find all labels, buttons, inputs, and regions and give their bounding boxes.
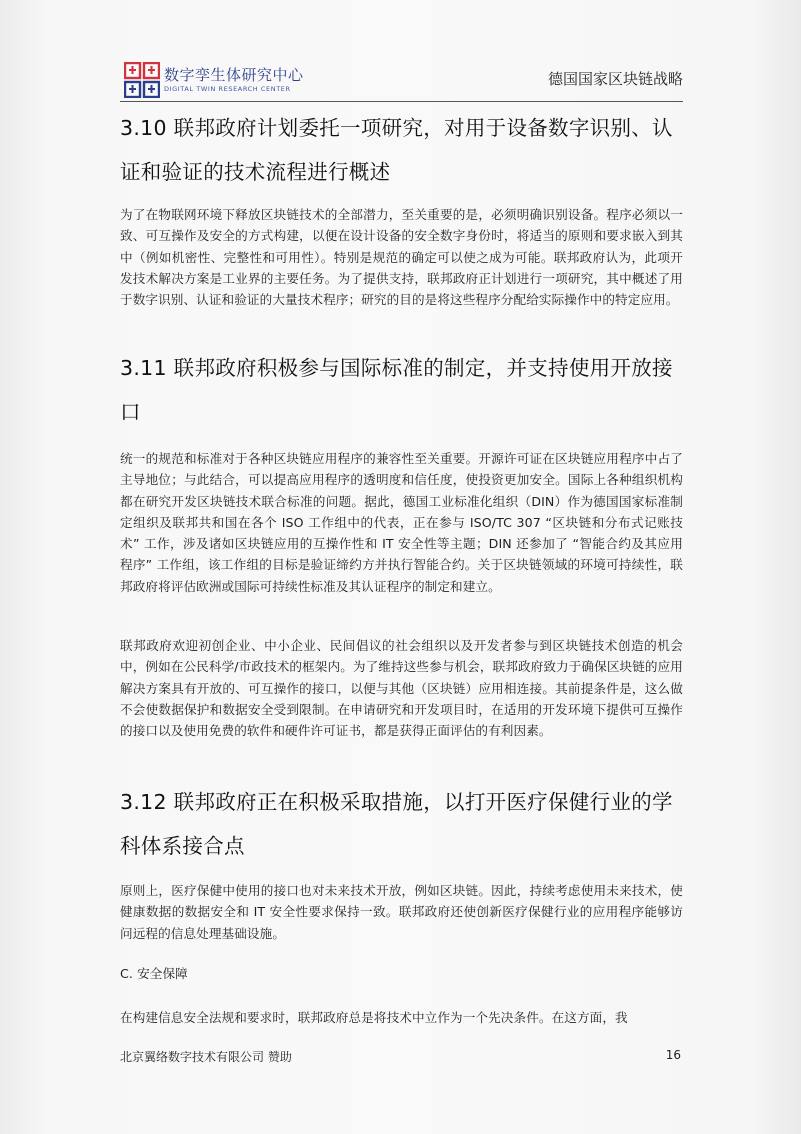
section-heading: 3.10 联邦政府计划委托一项研究，对用于设备数字识别、认证和验证的技术流程进行概述	[120, 116, 673, 184]
subsection-label-wrap	[120, 963, 683, 984]
paragraph: 统一的规范和标准对于各种区块链应用程序的兼容性至关重要。开源许可证在区块链应用程序中占了主导地位；与此结合，可以提高应用程序的透明度和信任度，使投资更加安全。国际上各种组织机构都在研究开发区块链技术联合标准的问题。据此，德国工业标准化组织（DIN）作为德国国家标准制定组织及联邦共和国在各个 ISO 工作组中的代表，正在参与 ISO/TC 307 “区块链和分布式记账技术” 工作，涉及诸如区块链应用的互操作性和 IT 安全性等主题；DIN 还参加了 “智能合约及其应用程序” 工作组，该工作组的目标是验证缔约方并执行智能合约。关于区块链领域的环境可持续性，联邦政府将评估欧洲或国际可持续性标准及其认证程序的制定和建立。	[120, 451, 683, 594]
subsection-body	[120, 1007, 683, 1028]
subsection-label: C. 安全保障	[120, 966, 188, 981]
section-heading: 3.11 联邦政府积极参与国际标准的制定，并支持使用开放接口	[120, 356, 673, 424]
header-divider	[120, 101, 683, 102]
paragraph: 原则上，医疗保健中使用的接口也对未来技术开放，例如区块链。因此，持续考虑使用未来技术，使健康数据的数据安全和 IT 安全性要求保持一致。联邦政府还使创新医疗保健行业的应用程序能够访问远程的信息处理基础设施。	[120, 883, 683, 941]
section-body	[120, 635, 683, 741]
logo	[124, 62, 304, 100]
paragraph: 在构建信息安全法规和要求时，联邦政府总是将技术中立作为一个先决条件。在这方面，我	[120, 1010, 628, 1025]
section-body	[120, 204, 683, 310]
paragraph: 联邦政府欢迎初创企业、中小企业、民间倡议的社会组织以及开发者参与到区块链技术创造的机会中，例如在公民科学/市政技术的框架内。为了维持这些参与机会，联邦政府致力于确保区块链的应用解决方案具有开放的、可互操作的接口，以便与其他（区块链）应用相连接。其前提条件是，这么做不会使数据保护和数据安全受到限制。在申请研究和开发项目时，在适用的开发环境下提供可互操作的接口以及使用免费的软件和硬件许可证书，都是获得正面评估的有利因素。	[120, 638, 683, 739]
logo-mark-icon	[124, 62, 160, 98]
footer-sponsor: 北京翼络数字技术有限公司 赞助	[120, 1050, 292, 1064]
section-3-10	[120, 106, 683, 194]
section-heading: 3.12 联邦政府正在积极采取措施，以打开医疗保健行业的学科体系接合点	[120, 790, 673, 858]
logo-subtitle: DIGITAL TWIN RESEARCH CENTER	[164, 85, 291, 93]
section-3-11	[120, 346, 683, 434]
paragraph: 为了在物联网环境下释放区块链技术的全部潜力，至关重要的是，必须明确识别设备。程序必须以一致、可互操作及安全的方式构建，以便在设计设备的安全数字身份时，将适当的原则和要求嵌入到其中（例如机密性、完整性和可用性）。特别是规范的确定可以使之成为可能。联邦政府认为，此项开发技术解决方案是工业界的主要任务。为了提供支持，联邦政府正计划进行一项研究，其中概述了用于数字识别、认证和验证的大量技术程序；研究的目的是将这些程序分配给实际操作中的特定应用。	[120, 207, 683, 308]
logo-name: 数字孪生体研究中心	[164, 66, 304, 84]
header-title: 德国国家区块链战略	[547, 70, 683, 88]
section-body	[120, 880, 683, 944]
section-3-12	[120, 780, 683, 868]
section-body	[120, 448, 683, 597]
page-number: 16	[665, 1048, 681, 1062]
